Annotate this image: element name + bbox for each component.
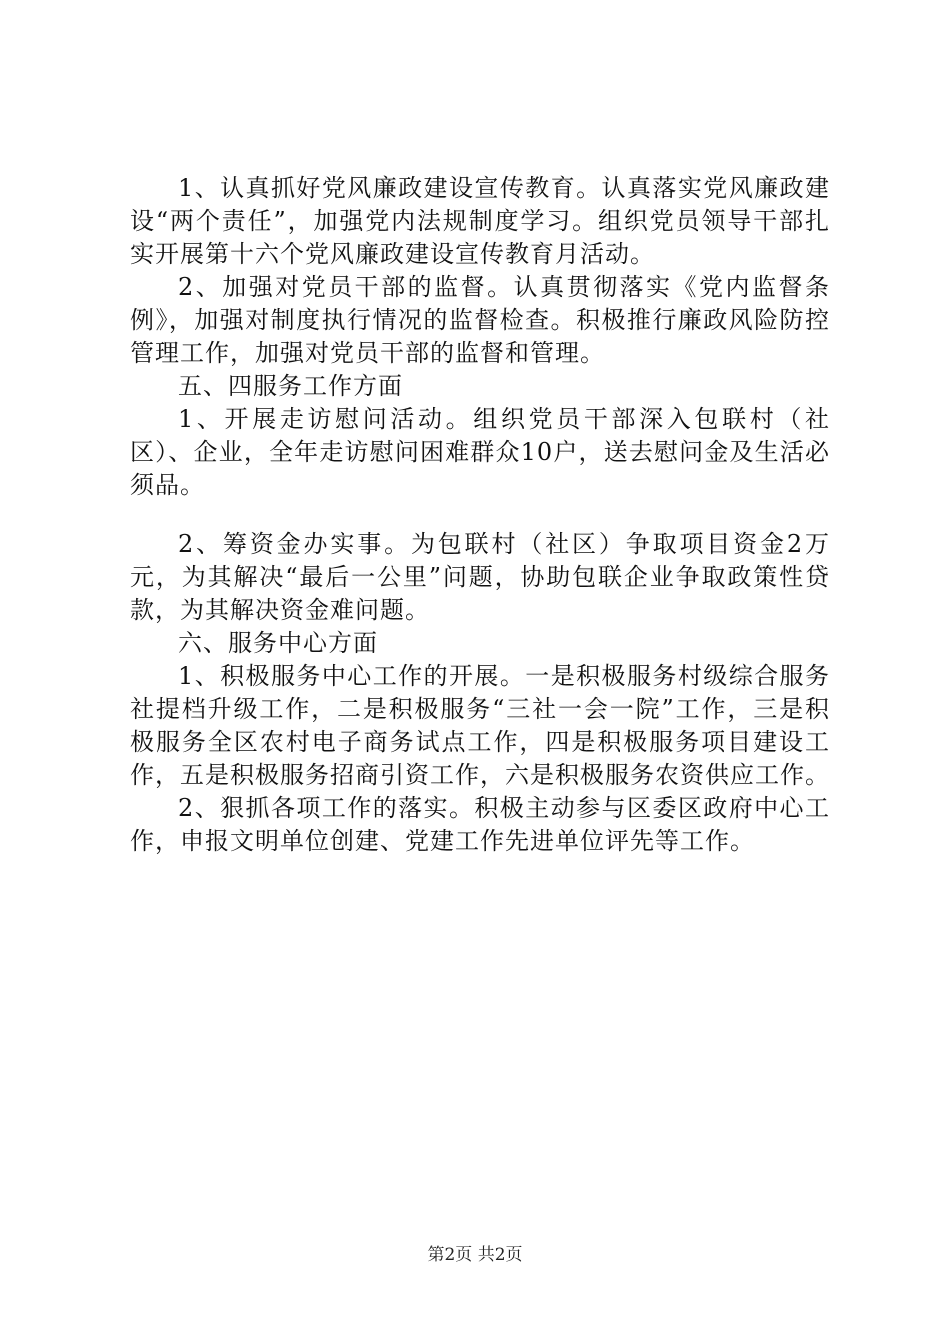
paragraph-spacer — [130, 502, 830, 528]
document-body — [130, 172, 830, 858]
paragraph-visits: 1、开展走访慰问活动。组织党员干部深入包联村（社区）、企业，全年走访慰问困难群众10户，送去慰问金及生活必须品。 — [130, 405, 830, 499]
page-number-footer: 第2页 共2页 — [427, 1245, 523, 1265]
paragraph-party-education: 1、认真抓好党风廉政建设宣传教育。认真落实党风廉政建设“两个责任”，加强党内法规制度学习。组织党员领导干部扎实开展第十六个党风廉政建设宣传教育月活动。 — [130, 174, 830, 268]
section-heading-service-center: 六、服务中心方面 — [178, 629, 378, 657]
paragraph-implementation: 2、狠抓各项工作的落实。积极主动参与区委区政府中心工作，申报文明单位创建、党建工作先进单位评先等工作。 — [130, 794, 830, 855]
paragraph-supervision: 2、加强对党员干部的监督。认真贯彻落实《党内监督条例》，加强对制度执行情况的监督检查。积极推行廉政风险防控管理工作，加强对党员干部的监督和管理。 — [130, 273, 830, 367]
paragraph-funding: 2、筹资金办实事。为包联村（社区）争取项目资金2万元，为其解决“最后一公里”问题，协助包联企业争取政策性贷款，为其解决资金难问题。 — [130, 530, 830, 624]
section-heading-four-services: 五、四服务工作方面 — [178, 372, 403, 400]
paragraph-center-work: 1、积极服务中心工作的开展。一是积极服务村级综合服务社提档升级工作，二是积极服务“三社一会一院”工作，三是积极服务全区农村电子商务试点工作，四是积极服务项目建设工作，五是积极服务招商引资工作，六是积极服务农资供应工作。 — [130, 662, 830, 789]
